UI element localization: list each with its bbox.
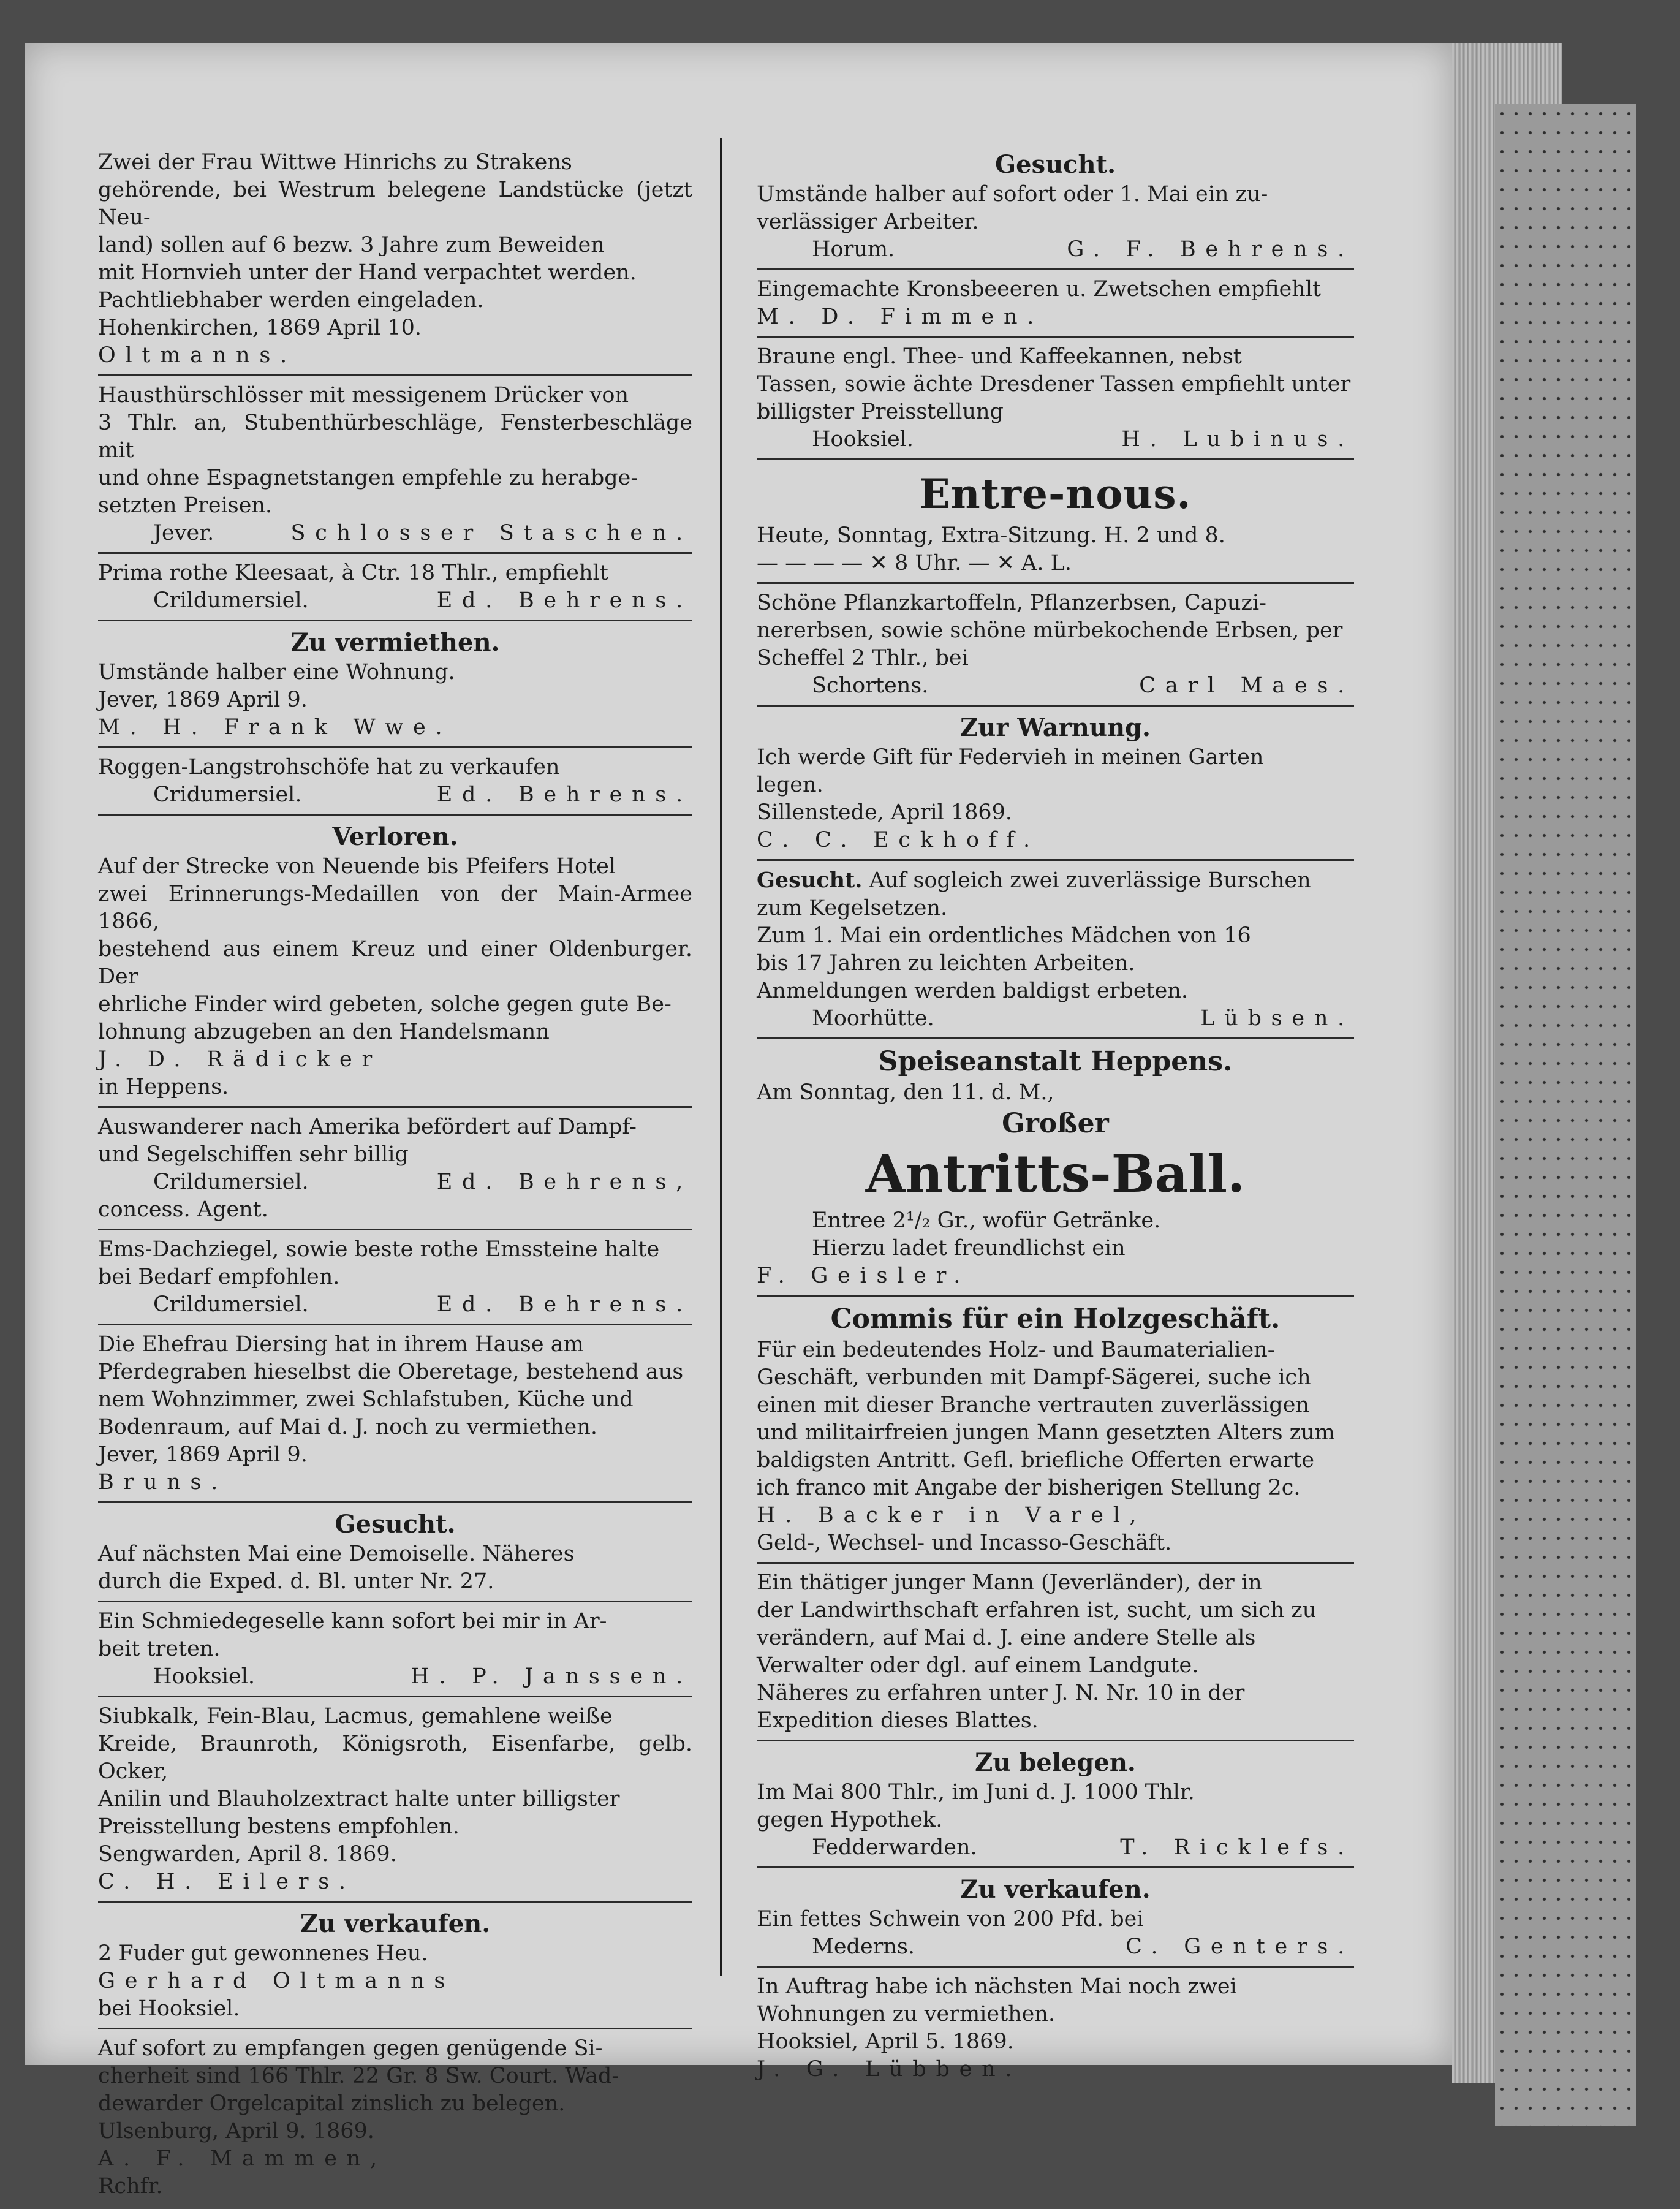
- advertisement: [98, 1507, 692, 1602]
- ad-heading: Zu verkaufen.: [960, 1875, 1151, 1904]
- ad-text-line: Zum 1. Mai ein ordentliches Mädchen von 16: [757, 923, 1251, 948]
- ad-text-line: Auswanderer nach Amerika befördert auf Dampf-: [98, 1115, 637, 1139]
- advertisement: [757, 1043, 1354, 1297]
- ad-text-line: Expedition dieses Blattes.: [757, 1708, 1039, 1733]
- advertisement: [98, 1112, 692, 1230]
- ad-signature: H. P. Janssen.: [411, 1664, 692, 1689]
- advertisement: [757, 1971, 1354, 2088]
- ad-text-line: zwei Erinnerungs-Medaillen von der Main-Armee 1866,: [98, 882, 692, 934]
- ad-signature: H. Lubinus.: [1121, 427, 1354, 452]
- ad-text-line: Preisstellung bestens empfohlen.: [98, 1814, 460, 1839]
- ad-text-line: Für ein bedeutendes Holz- und Baumaterialien-: [757, 1338, 1275, 1362]
- ad-text-line: und Segelschiffen sehr billig: [98, 1142, 409, 1167]
- ad-text-line: ehrliche Finder wird gebeten, solche gegen gute Be-: [98, 992, 672, 1017]
- ad-text-line: der Landwirthschaft erfahren ist, sucht, um sich zu: [757, 1598, 1317, 1623]
- ad-text-line: mit Hornvieh unter der Hand verpachtet werden.: [98, 260, 637, 285]
- ad-text-line: dewarder Orgelcapital zinslich zu belegen.: [98, 2091, 566, 2116]
- ad-heading: Verloren.: [332, 822, 458, 851]
- ad-heading: Zu vermiethen.: [290, 628, 500, 657]
- ad-text-line: durch die Exped. d. Bl. unter Nr. 27.: [98, 1569, 494, 1594]
- ad-place: Crildumersiel.: [153, 1292, 309, 1317]
- right-column: [757, 147, 1354, 2092]
- ad-text-line: Prima rothe Kleesaat, à Ctr. 18 Thlr., empfiehlt: [98, 561, 608, 585]
- advertisement: [98, 752, 692, 816]
- ad-place: Moorhütte.: [812, 1006, 934, 1031]
- ad-signature-row: [98, 587, 692, 615]
- advertisement: [757, 865, 1354, 1039]
- ad-signature-row: [98, 1663, 692, 1691]
- ad-text-line: Umstände halber eine Wohnung.: [98, 660, 455, 684]
- advertisement: [757, 274, 1354, 338]
- ad-heading: Zu verkaufen.: [300, 1909, 491, 1938]
- advertisement: [98, 819, 692, 1108]
- ad-signature-row: [757, 426, 1354, 453]
- ad-signature-row: [98, 781, 692, 809]
- ad-signature-line2: concess. Agent.: [98, 1197, 268, 1222]
- ad-text-line: Ein Schmiedegeselle kann sofort bei mir in Ar-: [98, 1609, 607, 1634]
- ad-heading: Gesucht.: [335, 1510, 456, 1539]
- ad-text-line: lohnung abzugeben an den Handelsmann: [98, 1020, 550, 1044]
- advertisement: [757, 147, 1354, 270]
- ad-signature-line2: in Heppens.: [98, 1075, 229, 1099]
- ad-signature-row: [98, 1169, 692, 1196]
- ad-signature-row: [757, 1933, 1354, 1961]
- ad-text-line: Hooksiel, April 5. 1869.: [757, 2029, 1014, 2054]
- ad-text-line: Eingemachte Kronsbeeeren u. Zwetschen empfiehlt: [757, 277, 1322, 301]
- ad-text-line: 2 Fuder gut gewonnenes Heu.: [98, 1941, 428, 1966]
- ad-text-line: Braune engl. Thee- und Kaffeekannen, nebst: [757, 344, 1242, 369]
- advertisement: [757, 1745, 1354, 1868]
- ad-text-line: Ein thätiger junger Mann (Jeverländer), der in: [757, 1571, 1262, 1595]
- advertisement: [98, 1234, 692, 1325]
- ad-text-line: Tassen, sowie ächte Dresdener Tassen empfiehlt unter: [757, 372, 1351, 396]
- ad-text-line: Sengwarden, April 8. 1869.: [98, 1842, 397, 1866]
- ad-text-line: Scheffel 2 Thlr., bei: [757, 646, 969, 670]
- ad-place: Crildumersiel.: [153, 1170, 309, 1194]
- ad-text-line: [757, 866, 1354, 895]
- advertisement: [757, 1567, 1354, 1741]
- ad-signature: C. C. Eckhoff.: [757, 828, 1040, 852]
- ad-signature-row: [98, 1291, 692, 1319]
- advertisement: [98, 2033, 692, 2205]
- ad-text-line: cherheit sind 166 Thlr. 22 Gr. 8 Sw. Court. Wad-: [98, 2064, 619, 2088]
- ad-text-line: setzten Preisen.: [98, 493, 273, 518]
- ad-text-line: Umstände halber auf sofort oder 1. Mai ein zu-: [757, 182, 1268, 207]
- ad-text: Auf sogleich zwei zuverlässige Burschen: [869, 868, 1311, 893]
- ad-signature: Ed. Behrens,: [436, 1170, 692, 1194]
- ad-place: Hooksiel.: [153, 1664, 255, 1689]
- ad-text-line: und militairfreien jungen Mann gesetzten Alters zum: [757, 1420, 1335, 1445]
- ad-text-line: baldigsten Antritt. Gefl. briefliche Offerten erwarte: [757, 1448, 1315, 1472]
- ad-heading: Zur Warnung.: [960, 713, 1151, 742]
- ad-text-line: einen mit dieser Branche vertrauten zuverlässigen: [757, 1393, 1309, 1417]
- ad-heading: Entre-nous.: [919, 470, 1192, 518]
- ad-signature-row: [757, 236, 1354, 263]
- ad-text-line: Kreide, Braunroth, Königsroth, Eisenfarbe, gelb. Ocker,: [98, 1732, 692, 1784]
- ad-signature: T. Ricklefs.: [1120, 1835, 1354, 1860]
- ad-signature: G. F. Behrens.: [1067, 237, 1354, 262]
- ad-text-line: land) sollen auf 6 bezw. 3 Jahre zum Beweiden: [98, 233, 605, 257]
- ad-text-line: Anilin und Blauholzextract halte unter billigster: [98, 1787, 620, 1811]
- ad-text-line: Ein fettes Schwein von 200 Pfd. bei: [757, 1907, 1144, 1931]
- ad-text-line: legen.: [757, 773, 823, 797]
- advertisement: [757, 710, 1354, 861]
- ad-heading-secondary: Großer: [1002, 1108, 1109, 1139]
- ad-text-line: ich franco mit Angabe der bisherigen Stellung 2c.: [757, 1476, 1301, 1500]
- ad-text-line: Die Ehefrau Diersing hat in ihrem Hause am: [98, 1332, 584, 1357]
- ad-place: Cridumersiel.: [153, 782, 302, 807]
- ad-text-line: gehörende, bei Westrum belegene Landstücke (jetzt Neu-: [98, 178, 692, 230]
- ad-signature: A. F. Mammen,: [98, 2146, 387, 2171]
- ad-text-line: Wohnungen zu vermiethen.: [757, 2002, 1056, 2026]
- advertisement: [757, 341, 1354, 460]
- ad-text-line: billigster Preisstellung: [757, 400, 1004, 424]
- ad-text-line: Am Sonntag, den 11. d. M.,: [757, 1080, 1054, 1105]
- ad-text-line: Pferdegraben hieselbst die Oberetage, bestehend aus: [98, 1360, 684, 1384]
- column-divider: [720, 138, 722, 1976]
- advertisement: [757, 464, 1354, 584]
- ad-text-line: Im Mai 800 Thlr., im Juni d. J. 1000 Thlr.: [757, 1780, 1195, 1805]
- ad-signature-row: [98, 520, 692, 547]
- ad-text-line: Verwalter oder dgl. auf einem Landgute.: [757, 1653, 1199, 1678]
- ad-heading: Zu belegen.: [975, 1748, 1136, 1777]
- ad-signature-row: [757, 1005, 1354, 1033]
- ad-signature-line2: Geld-, Wechsel- und Incasso-Geschäft.: [757, 1531, 1172, 1555]
- ad-signature: Schlosser Staschen.: [290, 521, 692, 545]
- advertisement: [98, 1701, 692, 1903]
- ad-text-line: bis 17 Jahren zu leichten Arbeiten.: [757, 951, 1135, 976]
- ad-place: Jever.: [153, 521, 214, 545]
- ad-heading: Speiseanstalt Heppens.: [878, 1046, 1233, 1077]
- ad-text-line: Auf sofort zu empfangen gegen genügende Si-: [98, 2036, 603, 2061]
- ad-text-line: Sillenstede, April 1869.: [757, 800, 1013, 825]
- ad-text-line: zum Kegelsetzen.: [757, 896, 948, 920]
- advertisement: [757, 588, 1354, 707]
- ad-lead-word: Gesucht.: [757, 868, 863, 893]
- ad-signature: Bruns.: [98, 1470, 228, 1495]
- ad-text-line: Ich werde Gift für Federvieh in meinen Garten: [757, 745, 1264, 770]
- ad-signature: Ed. Behrens.: [436, 782, 692, 807]
- ad-heading: Gesucht.: [994, 150, 1116, 179]
- ad-signature-line2: bei Hooksiel.: [98, 1996, 240, 2021]
- advertisement: [757, 1300, 1354, 1564]
- ad-text-line: Pachtliebhaber werden eingeladen.: [98, 288, 484, 313]
- advertisement: [98, 1606, 692, 1697]
- ad-signature-row: [757, 1834, 1354, 1862]
- ad-signature: Lübsen.: [1200, 1006, 1354, 1031]
- ad-text-line: Geschäft, verbunden mit Dampf-Sägerei, suche ich: [757, 1365, 1311, 1390]
- ad-text-line: Hohenkirchen, 1869 April 10.: [98, 316, 422, 340]
- ad-place: Mederns.: [812, 1934, 915, 1959]
- ad-text-line: Jever, 1869 April 9.: [98, 688, 308, 712]
- ad-text-line: Näheres zu erfahren unter J. N. Nr. 10 in der: [757, 1681, 1245, 1705]
- ad-signature: C. Genters.: [1126, 1934, 1354, 1959]
- advertisement: [98, 1329, 692, 1503]
- advertisement: [98, 558, 692, 621]
- advertisement: [98, 380, 692, 554]
- left-column: [98, 147, 692, 2209]
- ad-text-line: Heute, Sonntag, Extra-Sitzung. H. 2 und 8.: [757, 523, 1225, 548]
- ad-text-line: Hierzu ladet freundlichst ein: [812, 1236, 1126, 1260]
- ad-signature-line2: Rchfr.: [98, 2174, 163, 2199]
- ad-text-line: Entree 2¹/₂ Gr., wofür Getränke.: [812, 1208, 1161, 1233]
- ad-signature: H. Backer in Varel,: [757, 1503, 1146, 1528]
- ad-heading: Commis für ein Holzgeschäft.: [830, 1303, 1281, 1335]
- ad-text-line: Ems-Dachziegel, sowie beste rothe Emssteine halte: [98, 1237, 660, 1262]
- ad-place: Horum.: [812, 237, 895, 262]
- ad-signature: M. D. Fimmen.: [757, 305, 1044, 329]
- ad-text-line: Zwei der Frau Wittwe Hinrichs zu Strakens: [98, 150, 572, 175]
- ad-place: Crildumersiel.: [153, 588, 309, 613]
- ad-text-line: Auf nächsten Mai eine Demoiselle. Näheres: [98, 1542, 575, 1566]
- ad-text-line: — — — — ✕ 8 Uhr. — ✕ A. L.: [757, 551, 1072, 575]
- ad-heading-display: Antritts-Ball.: [865, 1143, 1246, 1204]
- ad-text-line: Siubkalk, Fein-Blau, Lacmus, gemahlene weiße: [98, 1704, 613, 1729]
- ad-text-line: Bodenraum, auf Mai d. J. noch zu vermiethen.: [98, 1415, 598, 1439]
- ad-signature: J. G. Lübben.: [757, 2057, 1022, 2082]
- ad-text-line: nem Wohnzimmer, zwei Schlafstuben, Küche und: [98, 1387, 634, 1412]
- ad-signature: F. Geisler.: [757, 1264, 971, 1288]
- book-cover: [1495, 104, 1636, 2126]
- ad-place: Fedderwarden.: [812, 1835, 977, 1860]
- ad-signature: J. D. Rädicker: [98, 1047, 382, 1072]
- advertisement: [98, 147, 692, 376]
- ad-text-line: 3 Thlr. an, Stubenthürbeschläge, Fensterbeschläge mit: [98, 411, 692, 463]
- ad-text-line: verändern, auf Mai d. J. eine andere Stelle als: [757, 1626, 1256, 1650]
- ad-signature: C. H. Eilers.: [98, 1870, 355, 1894]
- advertisement: [98, 1906, 692, 2029]
- ad-text-line: Jever, 1869 April 9.: [98, 1442, 308, 1467]
- ad-text-line: und ohne Espagnetstangen empfehle zu herabge-: [98, 466, 638, 490]
- ad-text-line: Auf der Strecke von Neuende bis Pfeifers Hotel: [98, 854, 616, 879]
- ad-text-line: beit treten.: [98, 1637, 221, 1661]
- ad-text-line: gegen Hypothek.: [757, 1808, 943, 1832]
- ad-signature-row: [757, 672, 1354, 700]
- ad-text-line: In Auftrag habe ich nächsten Mai noch zwei: [757, 1974, 1237, 1999]
- ad-text-line: Schöne Pflanzkartoffeln, Pflanzerbsen, Capuzi-: [757, 591, 1266, 615]
- ad-signature: Ed. Behrens.: [436, 1292, 692, 1317]
- ad-text-line: bei Bedarf empfohlen.: [98, 1265, 340, 1289]
- ad-text-line: Roggen-Langstrohschöfe hat zu verkaufen: [98, 755, 560, 779]
- ad-text-line: Hausthürschlösser mit messigenem Drücker von: [98, 383, 629, 407]
- ad-text-line: verlässiger Arbeiter.: [757, 210, 979, 234]
- ad-place: Hooksiel.: [812, 427, 914, 452]
- advertisement: [757, 1872, 1354, 1968]
- ad-signature: Gerhard Oltmanns: [98, 1969, 455, 1993]
- ad-signature: Oltmanns.: [98, 343, 297, 368]
- ad-text-line: Ulsenburg, April 9. 1869.: [98, 2119, 374, 2143]
- ad-signature: M. H. Frank Wwe.: [98, 715, 452, 740]
- ad-text-line: bestehend aus einem Kreuz und einer Oldenburger. Der: [98, 937, 692, 989]
- ad-place: Schortens.: [812, 673, 929, 698]
- ad-signature: Ed. Behrens.: [436, 588, 692, 613]
- ad-text-line: nererbsen, sowie schöne mürbekochende Erbsen, per: [757, 618, 1343, 643]
- advertisement: [98, 625, 692, 748]
- ad-signature: Carl Maes.: [1139, 673, 1354, 698]
- ad-text-line: Anmeldungen werden baldigst erbeten.: [757, 979, 1188, 1003]
